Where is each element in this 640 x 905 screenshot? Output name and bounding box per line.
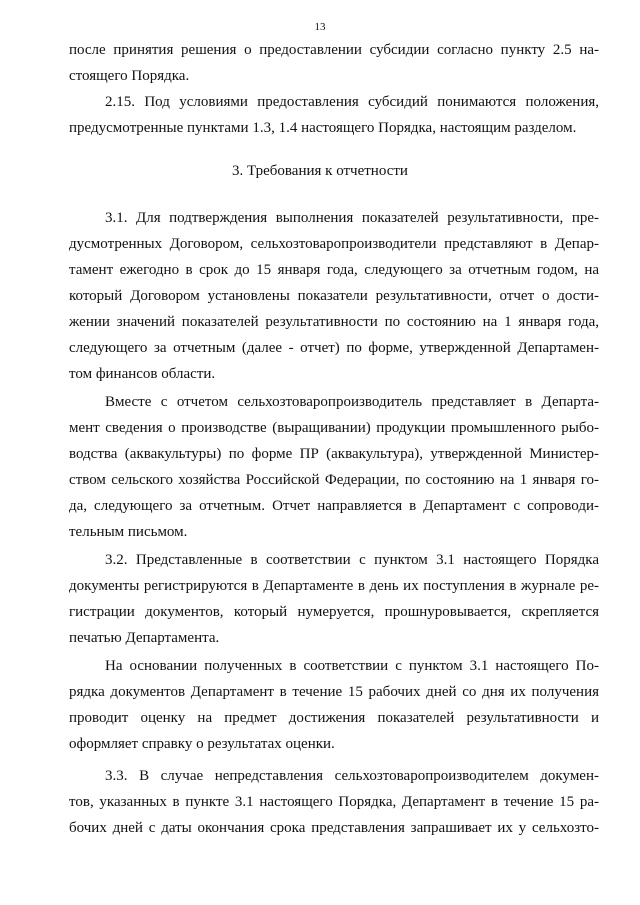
text-line: следующего за отчетным (далее - отчет) по форме, утвержденной Департамен- <box>69 340 599 356</box>
text-line: мент сведения о производстве (выращивании) продукции промышленного рыбо- <box>69 420 599 436</box>
text-line: жении значений показателей результативности по состоянию на 1 января года, <box>69 314 599 330</box>
text-line: документы регистрируются в Департаменте в день их поступления в журнале ре- <box>69 578 599 594</box>
text-line: бочих дней с даты окончания срока представления запрашивает их у сельхозто- <box>69 820 599 836</box>
text-line: ством сельского хозяйства Российской Федерации, по состоянию на 1 января го- <box>69 472 599 488</box>
section-heading: 3. Требования к отчетности <box>232 163 408 179</box>
text-line: 3.3. В случае непредставления сельхозтоваропроизводителем докумен- <box>105 768 599 784</box>
text-line: 3.1. Для подтверждения выполнения показателей результативности, пре- <box>105 210 599 226</box>
text-line: гистрации документов, который нумеруется, прошнуровывается, скрепляется <box>69 604 599 620</box>
text-line: тов, указанных в пункте 3.1 настоящего Порядка, Департамент в течение 15 ра- <box>69 794 599 810</box>
text-line: том финансов области. <box>69 366 216 382</box>
text-line: дусмотренных Договором, сельхозтоваропроизводители представляют в Депар- <box>69 236 599 252</box>
text-line: да, следующего за отчетным. Отчет направляется в Департамент с сопроводи- <box>69 498 599 514</box>
text-line: водства (аквакультуры) по форме ПР (аквакультура), утвержденной Министер- <box>69 446 599 462</box>
text-line: печатью Департамента. <box>69 630 220 646</box>
text-line: тельным письмом. <box>69 524 188 540</box>
text-line: после принятия решения о предоставлении субсидии согласно пункту 2.5 на- <box>69 42 599 58</box>
text-line: 2.15. Под условиями предоставления субсидий понимаются положения, <box>105 94 599 110</box>
text-line: оформляет справку о результатах оценки. <box>69 736 335 752</box>
text-line: Вместе с отчетом сельхозтоваропроизводитель представляет в Департа- <box>105 394 599 410</box>
text-line: На основании полученных в соответствии с пунктом 3.1 настоящего По- <box>105 658 599 674</box>
text-line: который Договором установлены показатели результативности, отчет о дости- <box>69 288 599 304</box>
text-line: рядка документов Департамент в течение 15 рабочих дней со дня их получения <box>69 684 599 700</box>
text-line: стоящего Порядка. <box>69 68 190 84</box>
text-line: тамент ежегодно в срок до 15 января года, следующего за отчетным годом, на <box>69 262 599 278</box>
text-line: 3.2. Представленные в соответствии с пунктом 3.1 настоящего Порядка <box>105 552 599 568</box>
page-number: 13 <box>314 21 326 33</box>
text-line: предусмотренные пунктами 1.3, 1.4 настоящего Порядка, настоящим разделом. <box>69 120 577 136</box>
text-line: проводит оценку на предмет достижения показателей результативности и <box>69 710 599 726</box>
